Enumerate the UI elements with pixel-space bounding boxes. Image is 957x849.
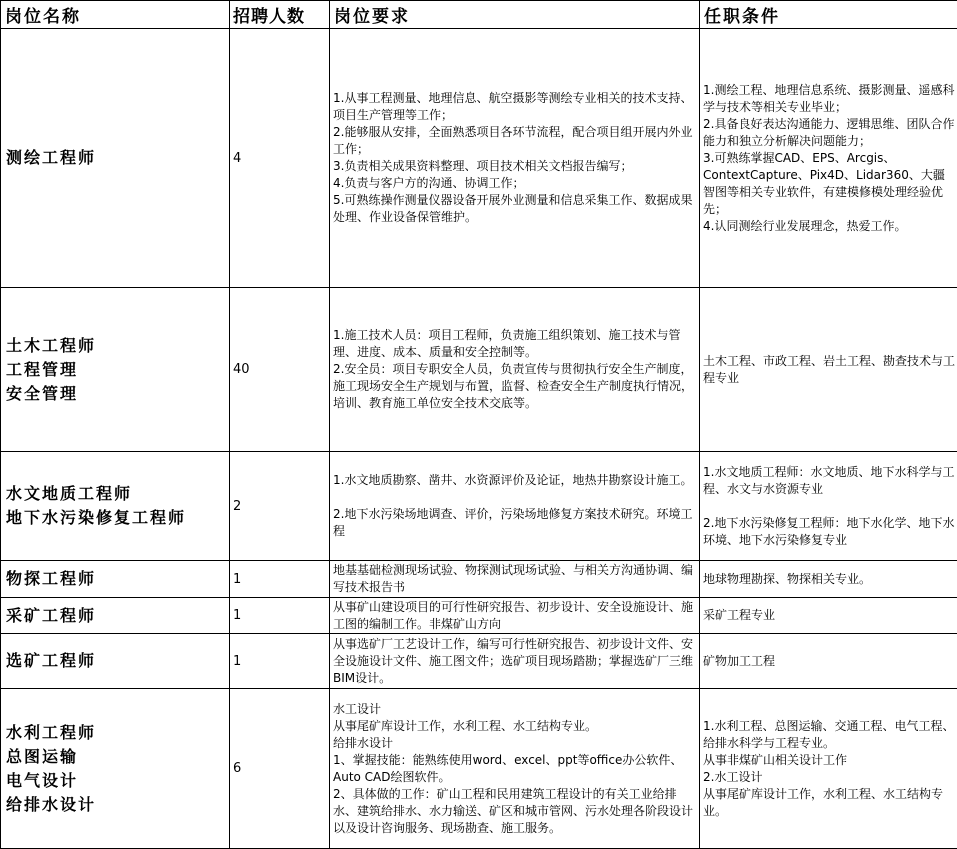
position-name-cell — [1, 561, 230, 598]
requirement-line: 4.负责与客户方的沟通、协调工作； — [333, 175, 697, 192]
condition-line: 矿物加工工程 — [703, 653, 955, 670]
conditions-cell — [700, 29, 957, 288]
requirement-line: 1.从事工程测量、地理信息、航空摄影等测绘专业相关的技术支持、项目生产管理等工作； — [333, 90, 697, 124]
headcount-cell: 4 — [230, 29, 330, 288]
header-qualifications: 任职条件 — [700, 1, 957, 29]
table-row — [1, 634, 957, 689]
header-row — [1, 1, 957, 29]
position-name: 地下水污染修复工程师 — [6, 506, 229, 530]
requirements-cell — [330, 29, 700, 288]
table-row — [1, 689, 957, 849]
requirement-line: 2.安全员：项目专职安全人员，负责宣传与贯彻执行安全生产制度，施工现场安全生产规划与布置，监督、检查安全生产制度执行情况，培训、教育施工单位安全技术交底等。 — [333, 361, 697, 412]
table-row — [1, 561, 957, 598]
position-name-cell — [1, 689, 230, 849]
headcount-cell: 40 — [230, 288, 330, 452]
requirements-cell — [330, 288, 700, 452]
requirement-line: 2.能够服从安排，全面熟悉项目各环节流程，配合项目组开展内外业工作； — [333, 124, 697, 158]
conditions-cell — [700, 598, 957, 634]
conditions-cell — [700, 561, 957, 598]
condition-line: 2.地下水污染修复工程师：地下水化学、地下水环境、地下水污染修复专业 — [703, 515, 955, 549]
condition-line: 3.可熟练掌握CAD、EPS、Arcgis、ContextCapture、Pix4D、Lidar360、大疆智图等相关专业软件，有建模修模处理经验优先； — [703, 150, 955, 218]
condition-line: 2.水工设计 — [703, 769, 955, 786]
requirements-cell — [330, 452, 700, 561]
condition-line: 1.水文地质工程师：水文地质、地下水科学与工程、水文与水资源专业 — [703, 464, 955, 498]
requirement-line: 给排水设计 — [333, 735, 697, 752]
position-name: 物探工程师 — [6, 567, 229, 591]
requirement-line: 2.地下水污染场地调查、评价，污染场地修复方案技术研究。环境工程 — [333, 506, 697, 540]
requirements-cell — [330, 598, 700, 634]
position-name: 土木工程师 — [6, 334, 229, 358]
requirement-line: 水工设计 — [333, 701, 697, 718]
position-name: 电气设计 — [6, 769, 229, 793]
header-headcount: 招聘人数 — [230, 1, 330, 29]
conditions-cell — [700, 689, 957, 849]
requirement-line: 地基基础检测现场试验、物探测试现场试验、与相关方沟通协调、编写技术报告书 — [333, 562, 697, 596]
conditions-cell — [700, 288, 957, 452]
position-name: 测绘工程师 — [6, 146, 229, 170]
position-name: 工程管理 — [6, 358, 229, 382]
position-name: 采矿工程师 — [6, 604, 229, 628]
header-job-requirements: 岗位要求 — [330, 1, 700, 29]
table-row — [1, 598, 957, 634]
condition-line: 1.测绘工程、地理信息系统、摄影测量、遥感科学与技术等相关专业毕业； — [703, 82, 955, 116]
requirement-line: 1、掌握技能：能熟练使用word、excel、ppt等office办公软件、Auto CAD绘图软件。 — [333, 752, 697, 786]
position-name-cell — [1, 598, 230, 634]
position-name: 总图运输 — [6, 745, 229, 769]
condition-line: 采矿工程专业 — [703, 607, 955, 624]
requirement-line: 2、具体做的工作：矿山工程和民用建筑工程设计的有关工业给排水、建筑给排水、水力输送、矿区和城市管网、污水处理各阶段设计以及设计咨询服务、现场勘查、施工服务。 — [333, 786, 697, 837]
table-row — [1, 29, 957, 288]
position-name-cell — [1, 29, 230, 288]
condition-line: 1.水利工程、总图运输、交通工程、电气工程、给排水科学与工程专业。 — [703, 718, 955, 752]
condition-line: 从事非煤矿山相关设计工作 — [703, 752, 955, 769]
position-name-cell — [1, 634, 230, 689]
headcount-cell: 1 — [230, 598, 330, 634]
requirement-line: 1.施工技术人员：项目工程师，负责施工组织策划、施工技术与管理、进度、成本、质量和安全控制等。 — [333, 327, 697, 361]
position-name: 水利工程师 — [6, 721, 229, 745]
position-name-cell — [1, 288, 230, 452]
requirement-line: 5.可熟练操作测量仪器设备开展外业测量和信息采集工作、数据成果处理、作业设备保管维护。 — [333, 192, 697, 226]
position-name: 水文地质工程师 — [6, 482, 229, 506]
condition-line: 2.具备良好表达沟通能力、逻辑思维、团队合作能力和独立分析解决问题能力； — [703, 116, 955, 150]
headcount-cell: 1 — [230, 634, 330, 689]
position-name: 选矿工程师 — [6, 649, 229, 673]
headcount-cell: 2 — [230, 452, 330, 561]
headcount-cell: 6 — [230, 689, 330, 849]
header-position-name: 岗位名称 — [1, 1, 230, 29]
condition-line: 从事尾矿库设计工作，水利工程、水工结构专业。 — [703, 786, 955, 820]
requirements-cell — [330, 689, 700, 849]
condition-line: 土木工程、市政工程、岩土工程、勘查技术与工程专业 — [703, 353, 955, 387]
requirement-line: 从事选矿厂工艺设计工作，编写可行性研究报告、初步设计文件、安全设施设计文件、施工图文件；选矿项目现场踏勘；掌握选矿厂三维BIM设计。 — [333, 636, 697, 687]
table-row — [1, 288, 957, 452]
headcount-cell: 1 — [230, 561, 330, 598]
requirement-line: 3.负责相关成果资料整理、项目技术相关文档报告编写； — [333, 158, 697, 175]
requirement-line: 从事尾矿库设计工作，水利工程、水工结构专业。 — [333, 718, 697, 735]
requirements-cell — [330, 634, 700, 689]
requirements-cell — [330, 561, 700, 598]
position-name: 给排水设计 — [6, 793, 229, 817]
requirement-line: 从事矿山建设项目的可行性研究报告、初步设计、安全设施设计、施工图的编制工作。非煤矿山方向 — [333, 599, 697, 633]
position-name: 安全管理 — [6, 382, 229, 406]
condition-line: 4.认同测绘行业发展理念，热爱工作。 — [703, 218, 955, 235]
requirement-line: 1.水文地质勘察、凿井、水资源评价及论证，地热井勘察设计施工。 — [333, 472, 697, 489]
condition-line: 地球物理勘探、物探相关专业。 — [703, 571, 955, 588]
table-row — [1, 452, 957, 561]
conditions-cell — [700, 452, 957, 561]
conditions-cell — [700, 634, 957, 689]
position-name-cell — [1, 452, 230, 561]
